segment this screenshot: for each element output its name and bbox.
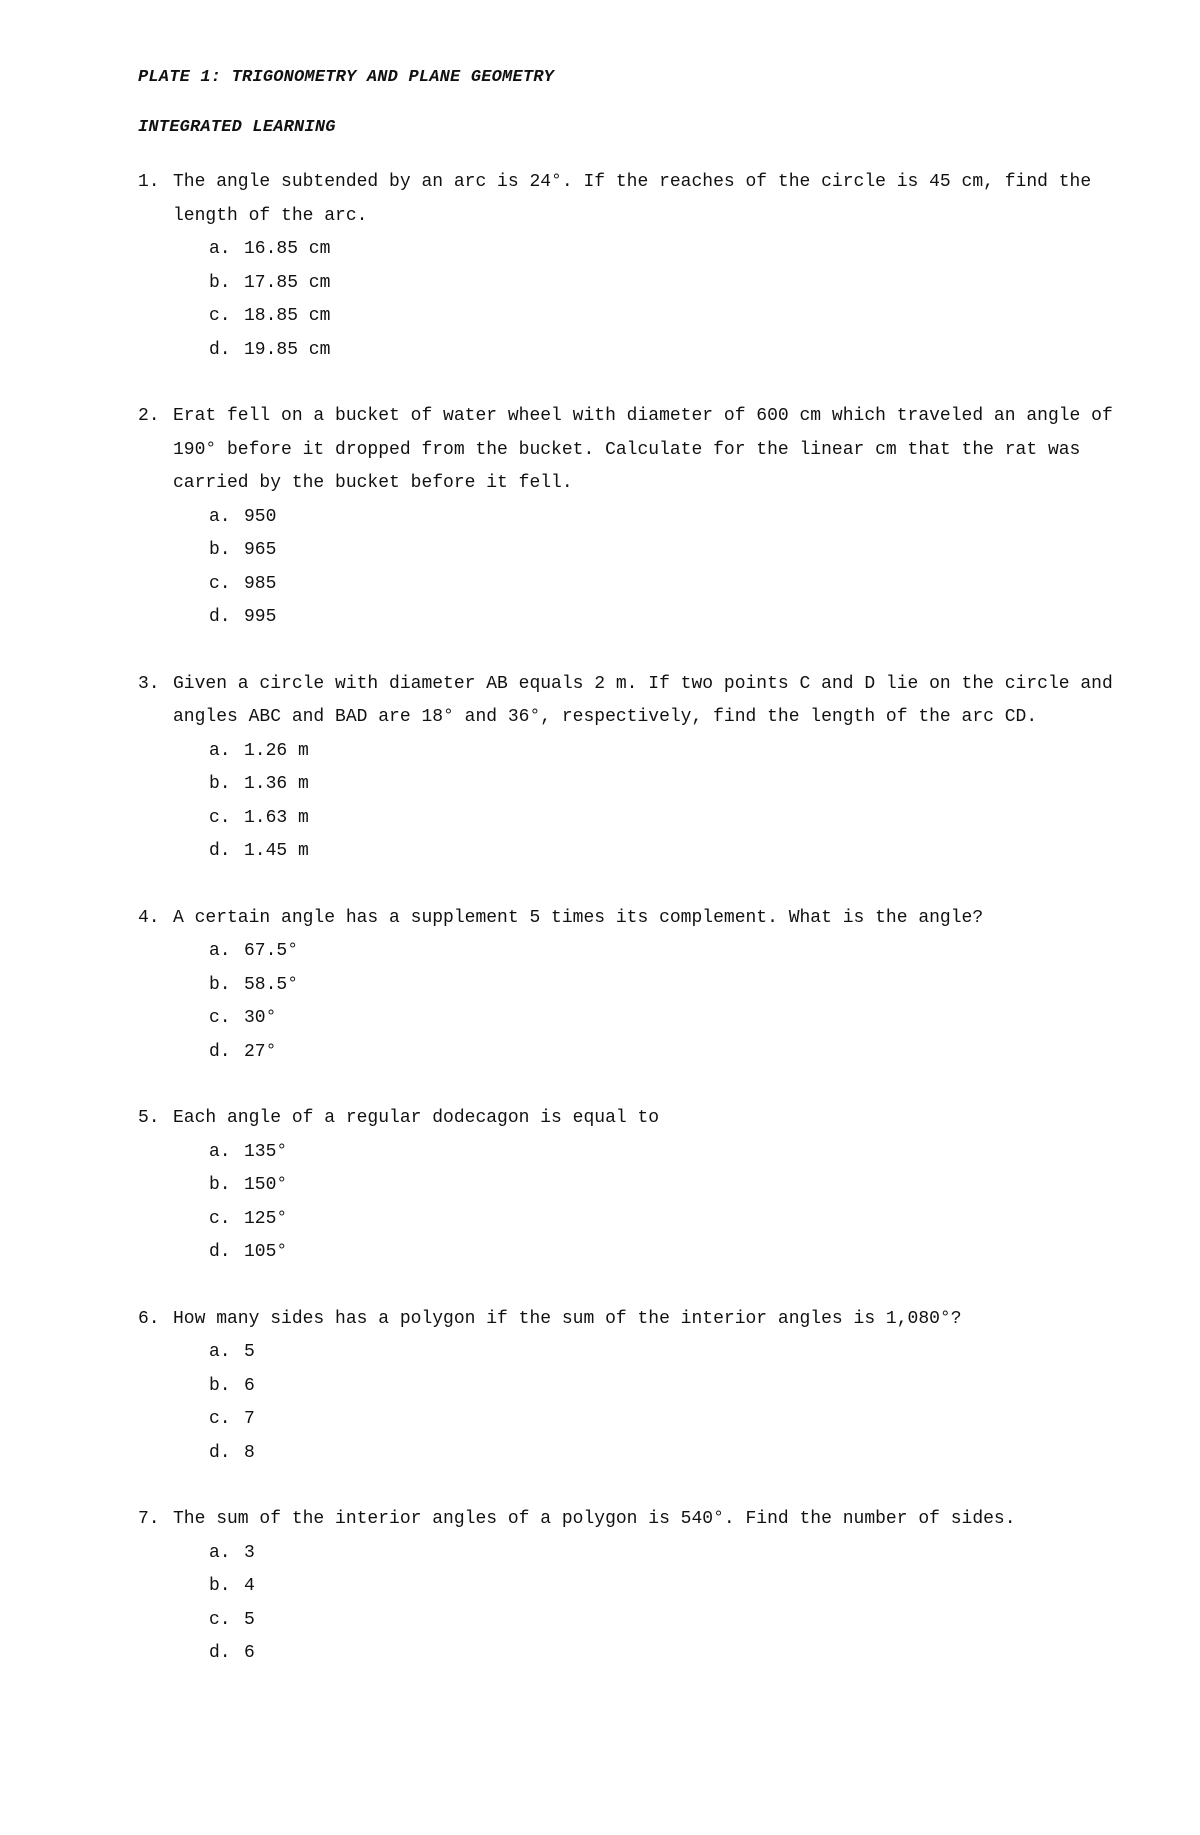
document-page (138, 66, 1148, 1704)
option-letter: b. (209, 1375, 231, 1396)
question-2 (138, 400, 1148, 635)
option-text: 7 (244, 1409, 255, 1429)
option-text: 950 (244, 506, 277, 527)
option-text: 995 (244, 607, 277, 627)
option-text: 27° (244, 1041, 277, 1062)
answer-options (138, 735, 1148, 869)
option-letter: d. (209, 1041, 231, 1062)
answer-option-c (209, 568, 1148, 602)
answer-option-b (209, 267, 1148, 301)
option-text: 6 (244, 1375, 255, 1396)
answer-options (138, 1336, 1148, 1470)
question-3 (138, 668, 1148, 869)
answer-options (138, 501, 1148, 635)
option-letter: b. (209, 974, 231, 995)
answer-option-d (209, 1437, 1148, 1471)
question-number: 5. (138, 1108, 160, 1128)
answer-option-c (209, 300, 1148, 334)
answer-option-d (209, 1236, 1148, 1270)
answer-option-a (209, 1136, 1148, 1170)
option-text: 125° (244, 1208, 288, 1229)
option-text: 150° (244, 1175, 288, 1195)
question-text: The sum of the interior angles of a polygon is 540°. Find the number of sides. (173, 1509, 1016, 1529)
option-letter: c. (209, 306, 231, 326)
option-text: 5 (244, 1609, 255, 1630)
option-text: 6 (244, 1643, 255, 1663)
option-text: 30° (244, 1008, 277, 1028)
answer-option-c (209, 1403, 1148, 1437)
option-letter: c. (209, 1409, 231, 1429)
option-text: 17.85 cm (244, 272, 331, 293)
section-heading: INTEGRATED LEARNING (138, 118, 336, 137)
answer-option-b (209, 1169, 1148, 1203)
answer-option-a (209, 1336, 1148, 1370)
question-number: 3. (138, 673, 160, 694)
option-letter: c. (209, 807, 231, 828)
question-number: 6. (138, 1308, 160, 1329)
option-text: 19.85 cm (244, 339, 331, 360)
option-letter: a. (209, 1342, 231, 1362)
option-letter: a. (209, 506, 231, 527)
answer-option-a (209, 935, 1148, 969)
option-text: 67.5° (244, 941, 299, 961)
answer-options (138, 1136, 1148, 1270)
option-text: 18.85 cm (244, 306, 331, 326)
option-letter: b. (209, 1576, 231, 1596)
option-text: 965 (244, 540, 277, 560)
answer-options (138, 935, 1148, 1069)
option-text: 135° (244, 1141, 288, 1162)
question-text: The angle subtended by an arc is 24°. If the reaches of the circle is 45 cm, find the length of the arc. (173, 172, 1092, 226)
option-letter: d. (209, 841, 231, 861)
option-letter: a. (209, 740, 231, 761)
answer-option-c (209, 1203, 1148, 1237)
option-letter: a. (209, 941, 231, 961)
answer-option-d (209, 334, 1148, 368)
question-7 (138, 1503, 1148, 1671)
option-text: 4 (244, 1576, 255, 1596)
question-4 (138, 902, 1148, 1070)
question-1 (138, 166, 1148, 367)
option-letter: d. (209, 1442, 231, 1463)
option-letter: b. (209, 540, 231, 560)
question-number: 7. (138, 1509, 160, 1529)
option-text: 1.63 m (244, 807, 309, 828)
question-number: 2. (138, 406, 160, 426)
answer-option-b (209, 1570, 1148, 1604)
answer-options (138, 233, 1148, 367)
question-text: How many sides has a polygon if the sum of the interior angles is 1,080°? (173, 1308, 962, 1329)
question-6 (138, 1303, 1148, 1471)
answer-option-a (209, 233, 1148, 267)
option-letter: b. (209, 1175, 231, 1195)
answer-option-a (209, 501, 1148, 535)
option-text: 3 (244, 1542, 255, 1563)
question-text: A certain angle has a supplement 5 times its complement. What is the angle? (173, 907, 984, 928)
option-text: 1.36 m (244, 774, 309, 794)
answer-option-b (209, 768, 1148, 802)
option-text: 1.26 m (244, 740, 309, 761)
question-number: 4. (138, 907, 160, 928)
question-text: Each angle of a regular dodecagon is equal to (173, 1108, 660, 1128)
option-text: 5 (244, 1342, 255, 1362)
option-letter: d. (209, 1242, 231, 1262)
option-letter: c. (209, 573, 231, 594)
answer-option-d (209, 1036, 1148, 1070)
answer-option-b (209, 1370, 1148, 1404)
answer-option-a (209, 735, 1148, 769)
option-letter: c. (209, 1208, 231, 1229)
option-letter: d. (209, 1643, 231, 1663)
answer-option-d (209, 1637, 1148, 1671)
answer-option-c (209, 802, 1148, 836)
answer-option-c (209, 1604, 1148, 1638)
option-letter: b. (209, 774, 231, 794)
option-text: 58.5° (244, 974, 299, 995)
option-letter: c. (209, 1609, 231, 1630)
option-text: 105° (244, 1242, 288, 1262)
document-title: PLATE 1: TRIGONOMETRY AND PLANE GEOMETRY (138, 68, 555, 87)
option-letter: a. (209, 239, 231, 259)
answer-option-d (209, 835, 1148, 869)
option-letter: c. (209, 1008, 231, 1028)
question-text: Erat fell on a bucket of water wheel with diameter of 600 cm which traveled an angle of 190° before it dropped from the bucket. Calculate for the linear cm that the rat was carried by the bucket before it fell. (173, 406, 1113, 493)
question-number: 1. (138, 172, 160, 192)
answer-option-c (209, 1002, 1148, 1036)
answer-option-b (209, 534, 1148, 568)
answer-option-d (209, 601, 1148, 635)
option-letter: a. (209, 1141, 231, 1162)
option-letter: d. (209, 339, 231, 360)
answer-option-a (209, 1537, 1148, 1571)
answer-option-b (209, 969, 1148, 1003)
option-letter: a. (209, 1542, 231, 1563)
option-text: 985 (244, 573, 277, 594)
option-text: 1.45 m (244, 841, 309, 861)
option-text: 16.85 cm (244, 239, 331, 259)
question-text: Given a circle with diameter AB equals 2 m. If two points C and D lie on the circle and angles ABC and BAD are 18° and 36°, respectively, find the length of the arc CD. (173, 673, 1113, 727)
option-letter: b. (209, 272, 231, 293)
question-list (138, 166, 1148, 1671)
option-letter: d. (209, 607, 231, 627)
option-text: 8 (244, 1442, 255, 1463)
answer-options (138, 1537, 1148, 1671)
question-5 (138, 1102, 1148, 1270)
